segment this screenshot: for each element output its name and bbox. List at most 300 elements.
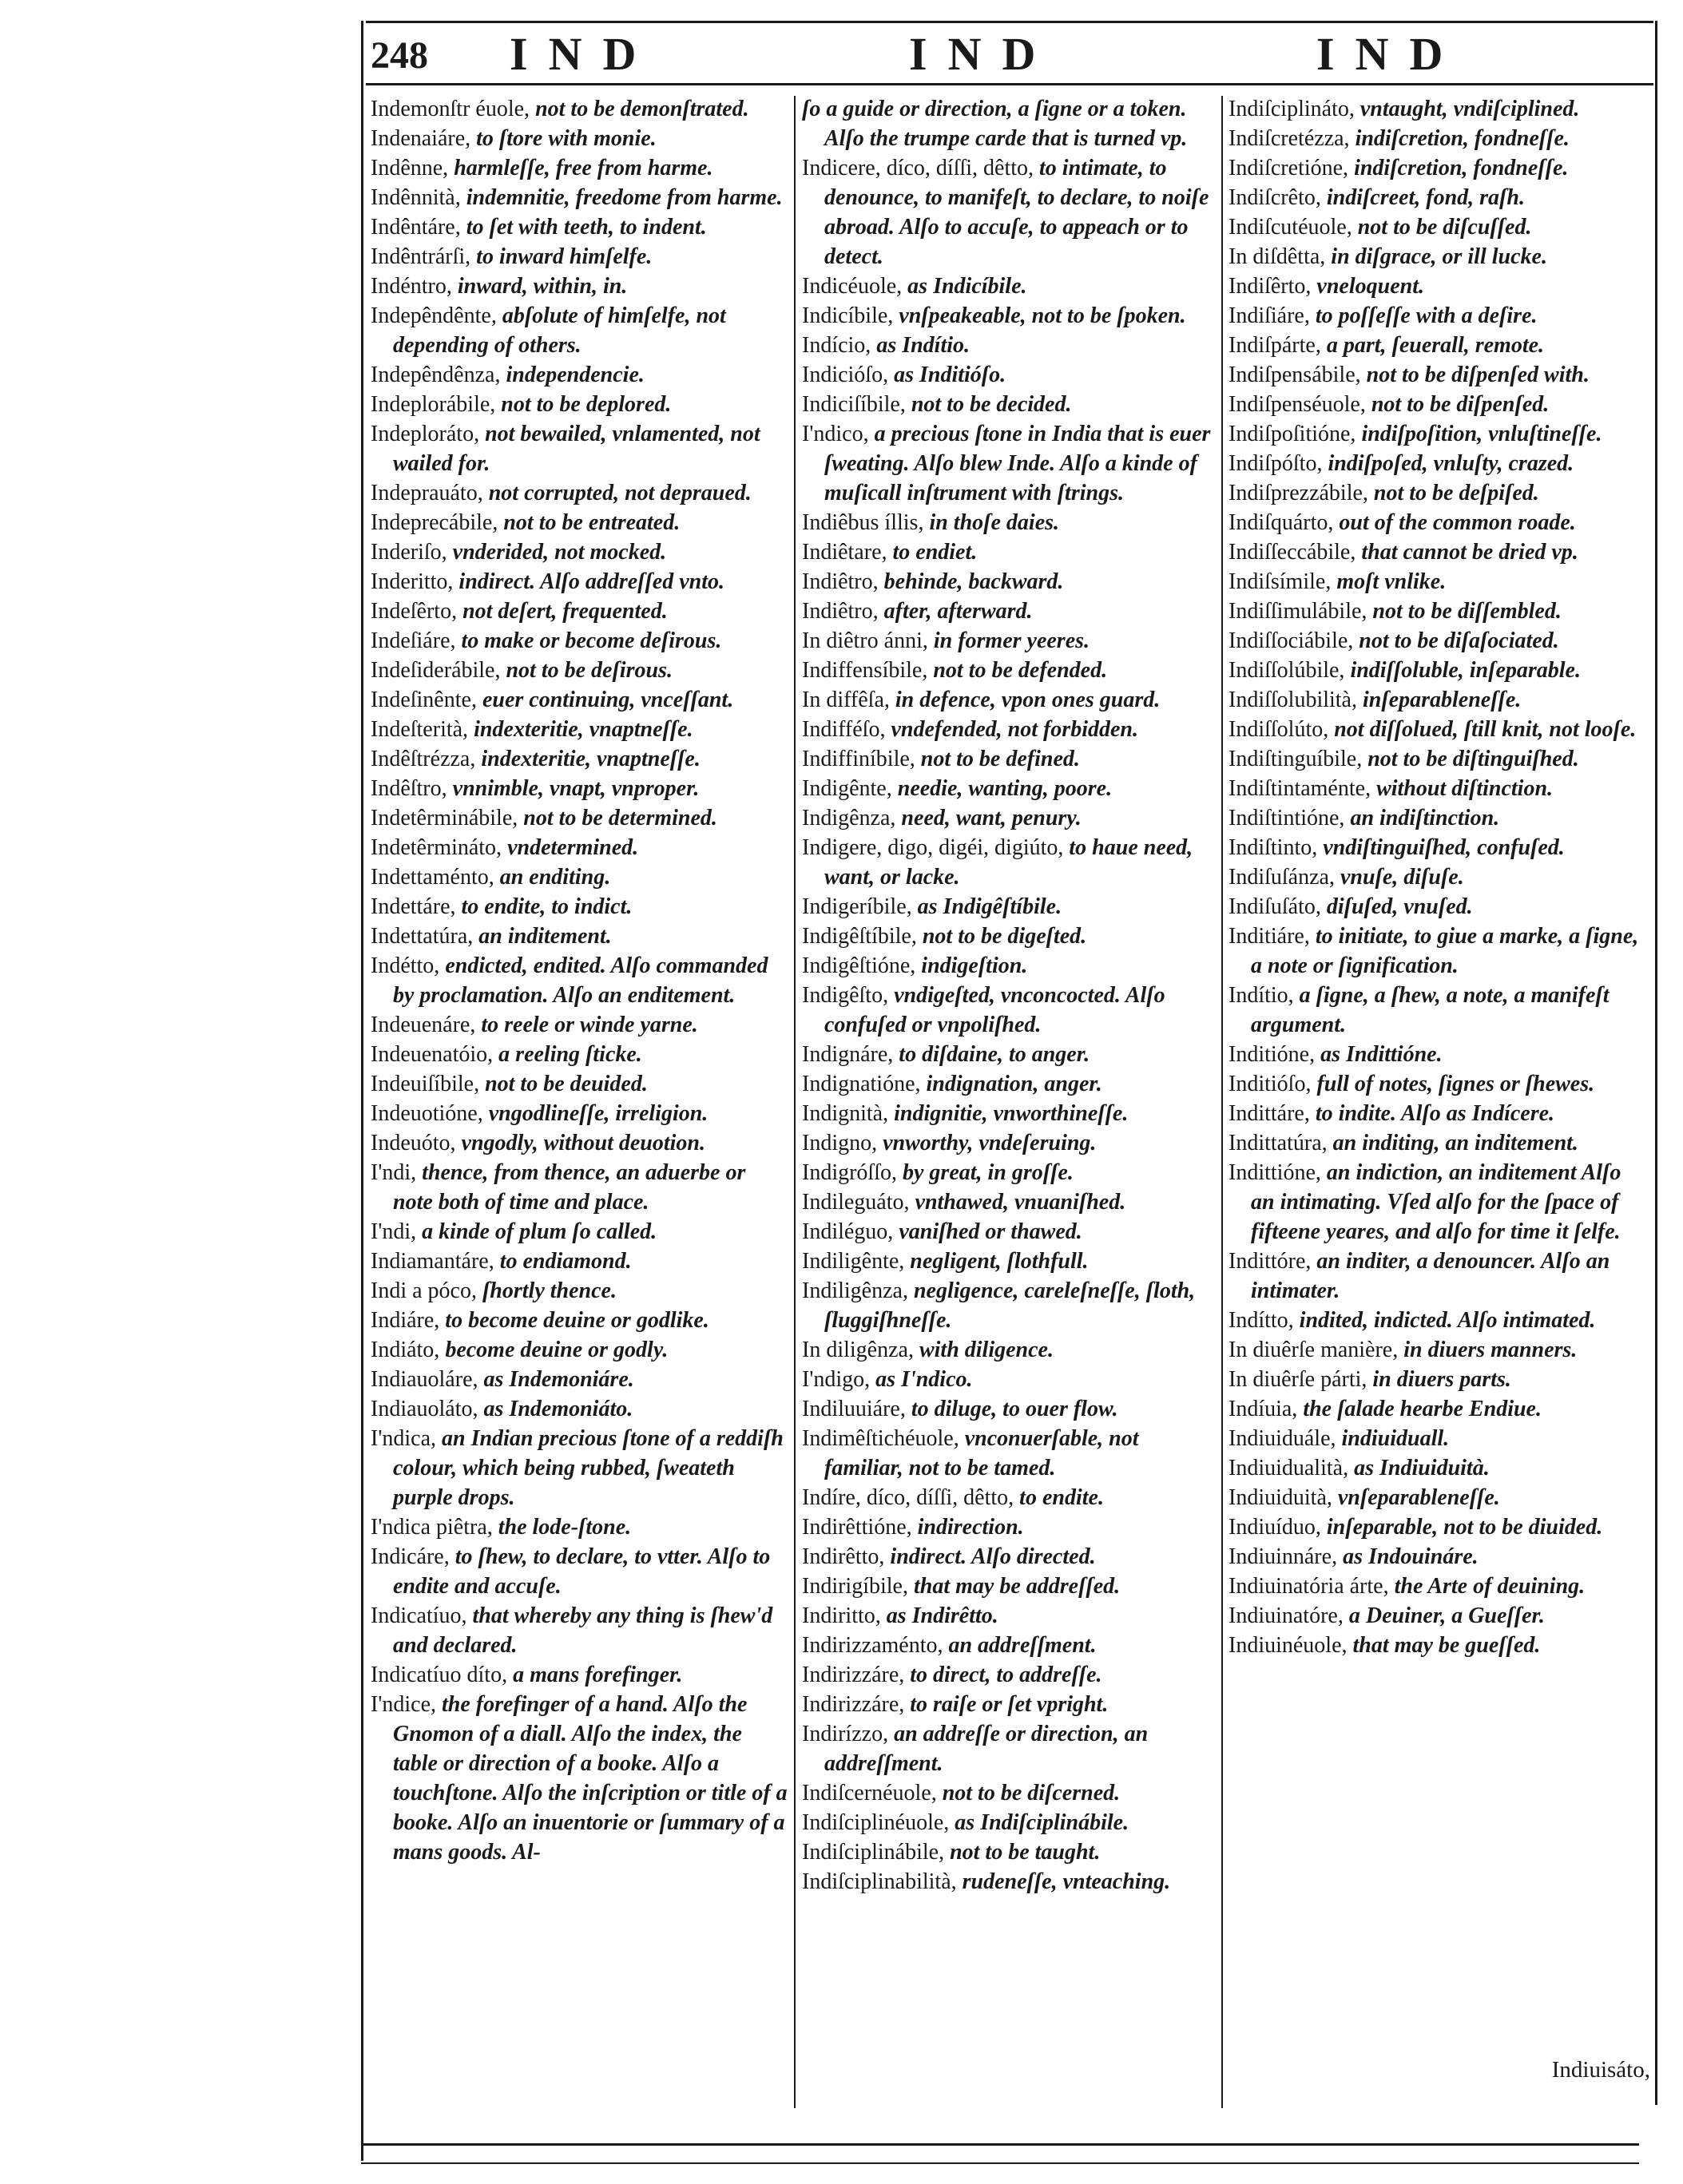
dictionary-entry (802, 1365, 1216, 1394)
page-number: 248 (371, 34, 428, 77)
bottom-rule (361, 2143, 1639, 2146)
entry-definition: as Indemoniáto. (483, 1397, 633, 1421)
entry-headword: Indetêrmináto, (371, 835, 502, 860)
dictionary-entry (371, 862, 789, 892)
entry-definition: to intimate, to denounce, to manifeſt, to declare, to noiſe abroad. Alſo to accuſe, to appeach or to detect. (824, 156, 1209, 269)
entry-headword: Indítio, (1229, 983, 1294, 1008)
entry-headword: Indiſſimulábile, (1229, 599, 1367, 624)
entry-definition: indignation, anger. (926, 1072, 1102, 1096)
dictionary-entry (371, 774, 789, 803)
entry-headword: Indiſciplinabilità, (802, 1869, 957, 1894)
left-border (361, 21, 363, 2161)
dictionary-entry (371, 153, 789, 183)
header-rule (366, 83, 1653, 85)
dictionary-entry (1229, 1040, 1649, 1069)
entry-headword: Indiſiáre, (1229, 303, 1310, 328)
dictionary-entry (371, 242, 789, 272)
entry-definition: an addreſſe or direction, an addreſſment. (824, 1722, 1149, 1776)
entry-definition: indiſcreet, fond, raſh. (1326, 185, 1525, 210)
entry-headword: Indirêttióne, (802, 1515, 912, 1540)
dictionary-entry (1229, 1069, 1649, 1099)
dictionary-entry (802, 1690, 1216, 1719)
dictionary-entry (802, 833, 1216, 892)
dictionary-entry (1229, 626, 1649, 656)
entry-headword: Indignáre, (802, 1042, 894, 1067)
entry-headword: Indifféſo, (802, 717, 886, 742)
dictionary-entry (1229, 1601, 1649, 1631)
entry-headword: Indeſêrto, (371, 599, 458, 624)
entry-headword: Indeploráto, (371, 422, 480, 446)
entry-headword: Indileguáto, (802, 1190, 910, 1215)
entry-headword: Indiffensíbile, (802, 658, 928, 683)
entry-definition: to indite. Alſo as Indícere. (1315, 1101, 1555, 1126)
entry-headword: In diſdêtta, (1229, 244, 1326, 269)
header-center: IND (909, 28, 1057, 80)
entry-definition: vneloquent. (1316, 274, 1424, 299)
entry-headword: Indíuia, (1229, 1397, 1298, 1421)
entry-definition: a mans forefinger. (513, 1663, 683, 1687)
entry-definition: not corrupted, not depraued. (488, 481, 752, 505)
dictionary-entry (1229, 1099, 1649, 1128)
entry-definition: not deſert, frequented. (462, 599, 668, 624)
entry-headword: Indicíbile, (802, 303, 894, 328)
dictionary-entry (1229, 419, 1649, 449)
dictionary-entry (371, 1660, 789, 1690)
entry-definition: endicted, endited. Alſo commanded by proclamation. Alſo an enditement. (393, 953, 768, 1008)
dictionary-entry (1229, 94, 1649, 124)
dictionary-entry (1229, 1335, 1649, 1365)
dictionary-entry (1229, 715, 1649, 744)
dictionary-entry (802, 1719, 1216, 1778)
entry-headword: Indittióne, (1229, 1160, 1321, 1185)
dictionary-entry (802, 626, 1216, 656)
entry-definition: abſolute of himſelfe, not depending of others. (393, 303, 726, 358)
dictionary-entry (1229, 478, 1649, 508)
entry-headword: Indênne, (371, 156, 449, 180)
entry-headword: Indiſciplináto, (1229, 97, 1355, 121)
entry-definition: to make or become deſirous. (461, 628, 722, 653)
entry-headword: Indiſciplinéuole, (802, 1810, 950, 1835)
dictionary-entry (802, 1040, 1216, 1069)
entry-headword: Indiamantáre, (371, 1249, 494, 1274)
entry-headword: Indiuinatória árte, (1229, 1574, 1389, 1599)
dictionary-entry (371, 1217, 789, 1247)
entry-definition: vnconuerſable, not familiar, not to be tamed. (824, 1426, 1139, 1480)
entry-headword: Indiſtintaménte, (1229, 776, 1371, 801)
dictionary-entry (802, 951, 1216, 981)
entry-headword: In diuêrſe manière, (1229, 1338, 1399, 1362)
entry-definition: in diuers parts. (1372, 1367, 1511, 1392)
entry-headword: Indiſquárto, (1229, 510, 1334, 535)
dictionary-entry (371, 951, 789, 1010)
dictionary-entry (1229, 537, 1649, 567)
entry-definition: indited, indicted. Alſo intimated. (1299, 1308, 1596, 1333)
entry-headword: Indettaménto, (371, 865, 494, 890)
entry-definition: need, want, penury. (901, 806, 1082, 830)
dictionary-entry (1229, 1424, 1649, 1453)
entry-definition: indiſcretion, fondneſſe. (1354, 156, 1569, 180)
dictionary-entry (802, 1247, 1216, 1276)
entry-definition: to initiate, to giue a marke, a ſigne, a note or ſignification. (1251, 924, 1639, 978)
catchword: Indiuisáto, (1551, 2057, 1650, 2083)
entry-definition: vnworthy, vndeſeruing. (883, 1131, 1097, 1155)
dictionary-entry (802, 419, 1216, 508)
entry-definition: a precious ſtone in India that is euer ſweating. Alſo blew Inde. Alſo a kinde of muſicall inſtrument with ſtrings. (824, 422, 1211, 505)
entry-headword: I'ndice, (371, 1692, 437, 1717)
entry-definition: diſuſed, vnuſed. (1326, 894, 1473, 919)
entry-definition: not to be diſſembled. (1372, 599, 1562, 624)
entry-headword: Indiſtinto, (1229, 835, 1318, 860)
entry-definition: in former yeeres. (933, 628, 1090, 653)
dictionary-entry (371, 833, 789, 862)
entry-headword: I'ndica piêtra, (371, 1515, 493, 1540)
entry-definition: become deuine or godly. (445, 1338, 669, 1362)
entry-definition: out of the common roade. (1339, 510, 1576, 535)
entry-definition: as Indigêſtíbile. (917, 894, 1062, 919)
entry-headword: Indimêſtichéuole, (802, 1426, 959, 1451)
entry-definition: to endite, to indict. (461, 894, 633, 919)
dictionary-entry (371, 360, 789, 390)
entry-headword: Indigróſſo, (802, 1160, 897, 1185)
entry-headword: I'ndico, (802, 422, 869, 446)
entry-definition: behinde, backward. (883, 569, 1064, 594)
dictionary-entry (802, 1572, 1216, 1601)
entry-headword: Indiſciplinábile, (802, 1840, 945, 1865)
dictionary-entry (802, 390, 1216, 419)
dictionary-entry (802, 360, 1216, 390)
entry-headword: Indiſcutéuole, (1229, 215, 1352, 240)
dictionary-entry (371, 1040, 789, 1069)
dictionary-entry (802, 744, 1216, 774)
dictionary-entry (1229, 1128, 1649, 1158)
entry-definition: harmleſſe, free from harme. (454, 156, 713, 180)
entry-headword: Indiſcernéuole, (802, 1781, 937, 1805)
dictionary-entry (1229, 124, 1649, 153)
entry-headword: Indiſſeccábile, (1229, 540, 1356, 565)
dictionary-entry (802, 1601, 1216, 1631)
entry-definition: vngodly, without deuotion. (461, 1131, 705, 1155)
entry-definition: negligent, ſlothfull. (910, 1249, 1089, 1274)
entry-headword: Indiêtro, (802, 569, 879, 594)
entry-headword: Indiffiníbile, (802, 747, 915, 771)
dictionary-entry (1229, 981, 1649, 1040)
entry-headword: Indiſſolúto, (1229, 717, 1329, 742)
dictionary-entry (802, 1660, 1216, 1690)
dictionary-entry (1229, 1365, 1649, 1394)
dictionary-entry (802, 537, 1216, 567)
entry-headword: Indigno, (802, 1131, 878, 1155)
dictionary-entry (1229, 1394, 1649, 1424)
dictionary-entry (371, 1424, 789, 1512)
entry-definition: as Indiuiduità. (1354, 1456, 1490, 1480)
entry-definition: indirect. Alſo addreſſed vnto. (458, 569, 725, 594)
column-rule-1 (794, 96, 796, 2108)
entry-definition: an inditement. (478, 924, 612, 949)
entry-headword: I'ndi, (371, 1160, 417, 1185)
column-3 (1229, 94, 1649, 1660)
entry-definition: a kinde of plum ſo called. (422, 1219, 657, 1244)
entry-definition: that cannot be dried vp. (1361, 540, 1578, 565)
entry-definition: indiuiduall. (1341, 1426, 1450, 1451)
header-right: IND (1316, 28, 1464, 80)
entry-headword: Indiſtinguíbile, (1229, 747, 1363, 771)
entry-definition: euer continuing, vnceſſant. (482, 688, 734, 712)
header-left: IND (510, 28, 657, 80)
entry-headword: In diffêſa, (802, 688, 890, 712)
entry-headword: Indiſpensábile, (1229, 363, 1361, 387)
entry-definition: indiſſoluble, inſeparable. (1350, 658, 1581, 683)
dictionary-entry (802, 1335, 1216, 1365)
dictionary-entry (1229, 1158, 1649, 1247)
entry-headword: Indirizzáre, (802, 1692, 905, 1717)
entry-definition: to ſhew, to declare, to vtter. Alſo to endite and accuſe. (393, 1544, 771, 1599)
entry-definition: an addreſſment. (948, 1633, 1097, 1658)
entry-headword: Indíre, díco, díſſi, dêtto, (802, 1485, 1014, 1510)
dictionary-entry (1229, 360, 1649, 390)
entry-definition: not to be diſpenſed with. (1366, 363, 1590, 387)
entry-definition: ſo a guide or direction, a ſigne or a token. Alſo the trumpe carde that is turned vp. (802, 97, 1188, 151)
dictionary-entry (802, 1158, 1216, 1187)
entry-headword: Indeprecábile, (371, 510, 498, 535)
entry-headword: Indirizzaménto, (802, 1633, 943, 1658)
entry-headword: Indigêſto, (802, 983, 889, 1008)
dictionary-entry (371, 124, 789, 153)
dictionary-entry (1229, 1306, 1649, 1335)
entry-headword: Indiſcretióne, (1229, 156, 1349, 180)
entry-definition: a ſigne, a ſhew, a note, a manifeſt argument. (1251, 983, 1610, 1037)
entry-headword: Indi a póco, (371, 1278, 477, 1303)
right-border (1655, 21, 1657, 2105)
dictionary-entry (802, 301, 1216, 331)
entry-definition: not to be diſaſociated. (1359, 628, 1559, 653)
entry-definition: to haue need, want, or lacke. (824, 835, 1193, 890)
dictionary-entry (1229, 242, 1649, 272)
dictionary-entry (371, 508, 789, 537)
entry-definition: vngodlineſſe, irreligion. (488, 1101, 709, 1126)
dictionary-entry (802, 1128, 1216, 1158)
dictionary-entry (1229, 774, 1649, 803)
dictionary-entry (1229, 1512, 1649, 1542)
dictionary-entry (371, 1335, 789, 1365)
entry-headword: Indêntáre, (371, 215, 461, 240)
entry-headword: Indeuenáre, (371, 1013, 476, 1037)
entry-definition: as Indirêtto. (886, 1603, 998, 1628)
dictionary-entry (371, 1365, 789, 1394)
entry-headword: Indeuiſíbile, (371, 1072, 480, 1096)
entry-definition: vnſeparableneſſe. (1337, 1485, 1500, 1510)
entry-definition: to endite. (1019, 1485, 1104, 1510)
dictionary-entry (371, 892, 789, 922)
entry-headword: Indepêndênte, (371, 303, 497, 328)
dictionary-entry (1229, 153, 1649, 183)
entry-headword: Indignità, (802, 1101, 889, 1126)
entry-definition: indigeſtion. (921, 953, 1028, 978)
entry-definition: a part, ſeuerall, remote. (1326, 333, 1545, 358)
entry-headword: Inditióſo, (1229, 1072, 1312, 1096)
dictionary-entry (371, 656, 789, 685)
entry-definition: by great, in groſſe. (903, 1160, 1074, 1185)
entry-definition: as Indittióne. (1320, 1042, 1443, 1067)
entry-definition: that may be gueſſed. (1352, 1633, 1541, 1658)
dictionary-entry (1229, 390, 1649, 419)
dictionary-entry (1229, 833, 1649, 862)
bottom-rule-2 (361, 2162, 1639, 2164)
dictionary-entry (802, 774, 1216, 803)
dictionary-entry (371, 94, 789, 124)
entry-headword: In diuêrſe párti, (1229, 1367, 1367, 1392)
entry-definition: ſhortly thence. (482, 1278, 617, 1303)
dictionary-entry (371, 715, 789, 744)
dictionary-entry (371, 419, 789, 478)
entry-definition: not to be determined. (523, 806, 717, 830)
entry-headword: Indiſuſáto, (1229, 894, 1321, 919)
dictionary-entry (371, 744, 789, 774)
entry-headword: I'ndica, (371, 1426, 437, 1451)
dictionary-entry (802, 1483, 1216, 1512)
dictionary-entry (802, 567, 1216, 597)
entry-definition: to direct, to addreſſe. (910, 1663, 1102, 1687)
entry-headword: Indigêſtióne, (802, 953, 916, 978)
entry-definition: after, afterward. (883, 599, 1033, 624)
entry-headword: Indiauoláre, (371, 1367, 478, 1392)
entry-headword: Indiluuiáre, (802, 1397, 906, 1421)
entry-definition: to poſſeſſe with a deſire. (1315, 303, 1538, 328)
dictionary-entry (371, 1128, 789, 1158)
dictionary-entry (802, 981, 1216, 1040)
entry-headword: Indênnità, (371, 185, 461, 210)
dictionary-entry (802, 656, 1216, 685)
entry-headword: Indiſpárte, (1229, 333, 1321, 358)
dictionary-entry (802, 1394, 1216, 1424)
entry-headword: Indiauoláto, (371, 1397, 478, 1421)
entry-definition: not to be deuided. (485, 1072, 648, 1096)
dictionary-entry (802, 1069, 1216, 1099)
entry-headword: Indiáto, (371, 1338, 440, 1362)
entry-headword: Indiuinatóre, (1229, 1603, 1344, 1628)
dictionary-entry (802, 1424, 1216, 1483)
entry-headword: Indigênza, (802, 806, 896, 830)
entry-headword: Indétto, (371, 953, 440, 978)
entry-headword: Indemonſtr éuole, (371, 97, 530, 121)
entry-definition: to reele or winde yarne. (481, 1013, 698, 1037)
entry-definition: not to be taught. (950, 1840, 1101, 1865)
entry-definition: that whereby any thing is ſhew'd and declared. (393, 1603, 773, 1658)
dictionary-entry (371, 1690, 789, 1867)
entry-definition: not to be defined. (920, 747, 1080, 771)
entry-headword: Indirêtto, (802, 1544, 885, 1569)
dictionary-entry (371, 478, 789, 508)
dictionary-entry (371, 1276, 789, 1306)
entry-definition: indiſpoſed, vnluſty, crazed. (1328, 451, 1574, 476)
entry-definition: as Indicíbile. (907, 274, 1027, 299)
dictionary-entry (1229, 331, 1649, 360)
dictionary-entry (802, 922, 1216, 951)
entry-headword: Indêntrárſi, (371, 244, 471, 269)
entry-definition: to ſet with teeth, to indent. (466, 215, 707, 240)
dictionary-entry (1229, 597, 1649, 626)
entry-definition: a reeling ſticke. (498, 1042, 642, 1067)
entry-headword: Indeplorábile, (371, 392, 496, 417)
entry-headword: Indittáre, (1229, 1101, 1310, 1126)
entry-definition: as Inditióſo. (894, 363, 1006, 387)
dictionary-entry (802, 153, 1216, 272)
entry-headword: Indiuinnáre, (1229, 1544, 1338, 1569)
entry-definition: to endiamond. (499, 1249, 632, 1274)
dictionary-entry (1229, 567, 1649, 597)
entry-definition: inward, within, in. (457, 274, 628, 299)
entry-definition: an inditer, a denouncer. Alſo an intimater. (1251, 1249, 1610, 1303)
entry-definition: inſeparableneſſe. (1363, 688, 1522, 712)
entry-headword: In diligênza, (802, 1338, 914, 1362)
entry-definition: indexteritie, vnaptneſſe. (474, 717, 693, 742)
entry-headword: Indeuenatóio, (371, 1042, 494, 1067)
column-1 (371, 94, 789, 1867)
entry-headword: Indêſtrézza, (371, 747, 476, 771)
dictionary-entry (802, 1778, 1216, 1808)
dictionary-entry (1229, 1542, 1649, 1572)
entry-definition: to raiſe or ſet vpright. (910, 1692, 1109, 1717)
dictionary-entry (371, 1010, 789, 1040)
entry-headword: Indeuotióne, (371, 1101, 483, 1126)
entry-headword: Indiſſolubilità, (1229, 688, 1357, 712)
entry-definition: indirect. Alſo directed. (890, 1544, 1096, 1569)
entry-definition: not to be diſtinguiſhed. (1367, 747, 1579, 771)
dictionary-entry (371, 183, 789, 212)
entry-definition: not to be deplored. (501, 392, 672, 417)
entry-headword: Indiáre, (371, 1308, 440, 1333)
entry-definition: an indiſtinction. (1350, 806, 1500, 830)
entry-definition: vaniſhed or thawed. (899, 1219, 1082, 1244)
entry-definition: an inditing, an inditement. (1332, 1131, 1578, 1155)
dictionary-entry (371, 567, 789, 597)
dictionary-entry (1229, 1483, 1649, 1512)
dictionary-entry (1229, 656, 1649, 685)
entry-headword: Indiligênza, (802, 1278, 908, 1303)
dictionary-entry (802, 803, 1216, 833)
entry-headword: Indiſêrto, (1229, 274, 1312, 299)
entry-definition: thence, from thence, an aduerbe or note both of time and place. (393, 1160, 746, 1215)
dictionary-entry (1229, 744, 1649, 774)
dictionary-entry (1229, 685, 1649, 715)
entry-definition: vnnimble, vnapt, vnproper. (452, 776, 700, 801)
entry-headword: Inditiáre, (1229, 924, 1310, 949)
entry-headword: In diêtro ánni, (802, 628, 928, 653)
entry-headword: Indetêrminábile, (371, 806, 518, 830)
dictionary-entry (1229, 212, 1649, 242)
entry-definition: full of notes, ſignes or ſhewes. (1316, 1072, 1595, 1096)
dictionary-entry (802, 597, 1216, 626)
dictionary-entry (802, 892, 1216, 922)
entry-definition: not to be digeſted. (922, 924, 1087, 949)
entry-headword: Indettatúra, (371, 924, 474, 949)
entry-definition: vndiſtinguiſhed, confuſed. (1323, 835, 1565, 860)
entry-headword: Indeuóto, (371, 1131, 456, 1155)
entry-definition: vnderided, not mocked. (452, 540, 667, 565)
entry-headword: Indirizzáre, (802, 1663, 905, 1687)
entry-headword: Indicatíuo díto, (371, 1663, 508, 1687)
column-2 (802, 94, 1216, 1897)
entry-definition: without diſtinction. (1376, 776, 1554, 801)
dictionary-entry (802, 272, 1216, 301)
entry-headword: Indiſcrêto, (1229, 185, 1321, 210)
entry-headword: Indirízzo, (802, 1722, 889, 1746)
dictionary-entry (371, 1394, 789, 1424)
entry-headword: Indigeríbile, (802, 894, 912, 919)
entry-definition: not to be diſcerned. (942, 1781, 1121, 1805)
entry-headword: Indettáre, (371, 894, 456, 919)
dictionary-entry (371, 390, 789, 419)
column-rule-2 (1221, 96, 1223, 2108)
